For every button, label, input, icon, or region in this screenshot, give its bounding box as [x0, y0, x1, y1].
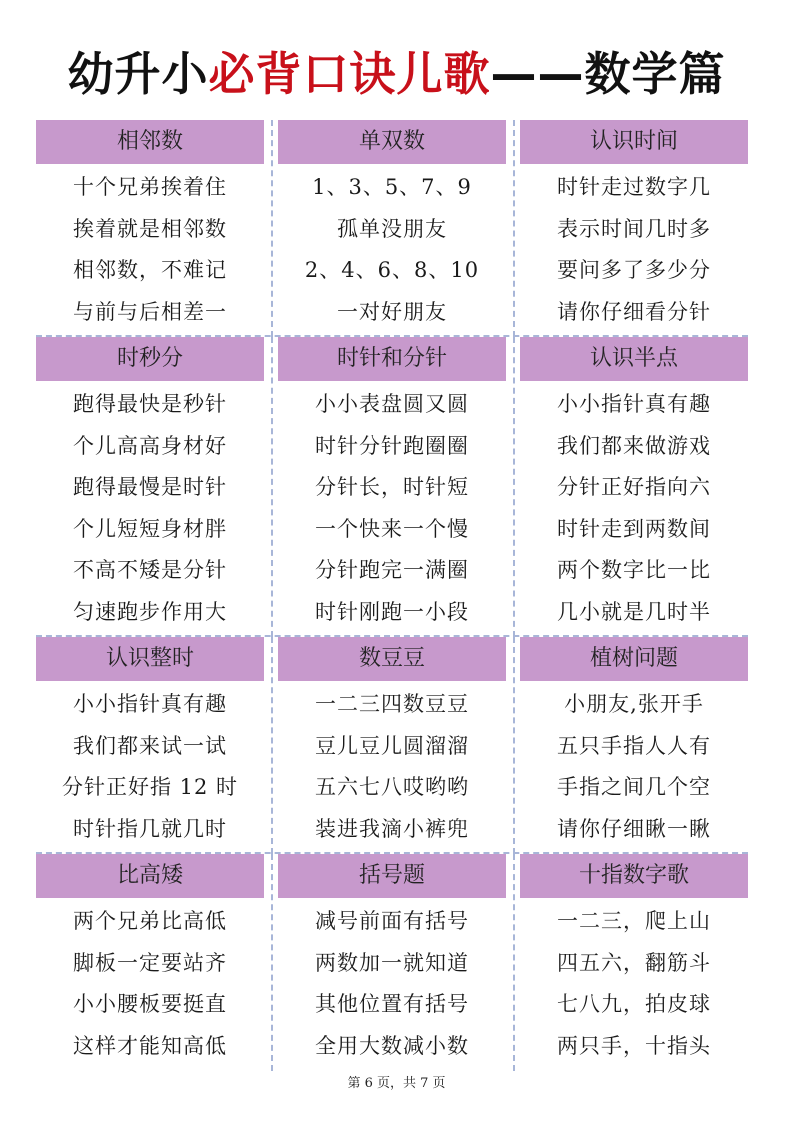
rhyme-line: 分针长，时针短	[315, 475, 469, 499]
rhyme-column	[36, 167, 264, 333]
rhyme-line: 时针走到两数间	[557, 516, 711, 541]
rhyme-line: 我们都来试一试	[73, 733, 227, 758]
rhyme-header: 相邻数	[36, 120, 264, 164]
rhyme-column	[278, 901, 506, 1067]
rhyme-header: 认识时间	[520, 120, 748, 164]
rhyme-line: 手指之间几个空	[557, 775, 711, 799]
rhyme-line: 脚板一定要站齐	[73, 950, 227, 975]
rhyme-line: 五只手指人人有	[557, 733, 711, 758]
rhyme-line: 个儿短短身材胖	[73, 516, 227, 541]
column-divider	[513, 337, 515, 637]
rhyme-line: 一二三，爬上山	[557, 909, 711, 933]
rhyme-line: 四五六，翻筋斗	[557, 950, 711, 975]
title-part-3: ——数学篇	[490, 47, 726, 101]
rhyme-line: 这样才能知高低	[73, 1033, 227, 1058]
rhyme-line: 小小腰板要挺直	[73, 992, 227, 1016]
rhyme-column	[36, 384, 264, 633]
rhyme-line: 挨着就是相邻数	[73, 216, 227, 241]
rhyme-line: 我们都来做游戏	[557, 433, 711, 458]
header-row	[36, 337, 748, 381]
header-row	[36, 854, 748, 898]
rhyme-line: 2、4、6、8、10	[304, 258, 480, 282]
rhyme-section	[36, 854, 748, 1071]
rhyme-line: 时针指几就几时	[73, 816, 227, 841]
rhyme-column	[520, 901, 748, 1067]
rhyme-column	[278, 384, 506, 633]
rhyme-line: 减号前面有括号	[315, 909, 469, 933]
rhyme-line: 几小就是几时半	[557, 599, 711, 624]
header-row	[36, 637, 748, 681]
rhyme-header: 时针和分针	[278, 337, 506, 381]
rhyme-line: 装进我滴小裤兜	[315, 816, 469, 841]
rhyme-line: 相邻数，不难记	[73, 258, 227, 282]
rhyme-line: 两个数字比一比	[557, 558, 711, 582]
rhyme-line: 全用大数减小数	[315, 1033, 469, 1058]
column-divider	[513, 854, 515, 1071]
rhyme-column	[278, 684, 506, 850]
rhyme-column	[520, 384, 748, 633]
rhyme-header: 时秒分	[36, 337, 264, 381]
page-title	[0, 42, 793, 106]
page-footer: 第 6 页，共 7 页	[347, 1076, 446, 1091]
column-divider	[513, 637, 515, 854]
rhyme-section	[36, 120, 748, 337]
rhyme-column	[36, 901, 264, 1067]
rhyme-line: 不高不矮是分针	[73, 558, 227, 582]
rhyme-header: 比高矮	[36, 854, 264, 898]
rhyme-line: 时针走过数字几	[557, 175, 711, 199]
column-divider	[271, 637, 273, 854]
title-part-2: 必背口诀儿歌	[208, 47, 491, 101]
column-divider	[271, 120, 273, 337]
rhyme-line: 豆儿豆儿圆溜溜	[315, 733, 469, 758]
rhyme-line: 小朋友,张开手	[564, 692, 704, 716]
header-row	[36, 120, 748, 164]
rhyme-header: 认识整时	[36, 637, 264, 681]
rhyme-line: 小小表盘圆又圆	[315, 392, 469, 416]
rhyme-line: 两只手，十指头	[557, 1033, 711, 1058]
rhyme-section	[36, 337, 748, 637]
rhyme-line: 分针正好指向六	[557, 475, 711, 499]
rhyme-line: 小小指针真有趣	[557, 392, 711, 416]
rhyme-line: 五六七八哎哟哟	[315, 775, 469, 799]
rhyme-line: 一二三四数豆豆	[315, 692, 469, 716]
rhyme-header: 认识半点	[520, 337, 748, 381]
column-divider	[271, 854, 273, 1071]
rhyme-grid	[36, 120, 748, 1071]
rhyme-header: 数豆豆	[278, 637, 506, 681]
rhyme-column	[36, 684, 264, 850]
rhyme-line: 孤单没朋友	[337, 216, 447, 241]
rhyme-line: 两个兄弟比高低	[73, 909, 227, 933]
rhyme-section	[36, 637, 748, 854]
rhyme-line: 个儿高高身材好	[73, 433, 227, 458]
rhyme-header: 十指数字歌	[520, 854, 748, 898]
rhyme-line: 其他位置有括号	[315, 992, 469, 1016]
rhyme-line: 小小指针真有趣	[73, 692, 227, 716]
rhyme-line: 一对好朋友	[337, 299, 447, 324]
rhyme-line: 跑得最慢是时针	[73, 475, 227, 499]
rhyme-line: 一个快来一个慢	[315, 516, 469, 541]
rhyme-line: 两数加一就知道	[315, 950, 469, 975]
rhyme-line: 匀速跑步作用大	[73, 599, 227, 624]
column-divider	[271, 337, 273, 637]
rhyme-header: 植树问题	[520, 637, 748, 681]
rhyme-line: 七八九，拍皮球	[557, 992, 711, 1016]
rhyme-header: 单双数	[278, 120, 506, 164]
title-part-1: 幼升小	[67, 47, 209, 101]
rhyme-line: 十个兄弟挨着住	[73, 175, 227, 199]
rhyme-header: 括号题	[278, 854, 506, 898]
column-divider	[513, 120, 515, 337]
rhyme-line: 请你仔细看分针	[557, 299, 711, 324]
rhyme-column	[278, 167, 506, 333]
rhyme-line: 1、3、5、7、9	[312, 175, 472, 199]
rhyme-line: 时针分针跑圈圈	[315, 433, 469, 458]
rhyme-line: 要问多了多少分	[557, 258, 711, 282]
rhyme-column	[520, 684, 748, 850]
rhyme-line: 分针正好指 12 时	[61, 775, 239, 799]
rhyme-line: 跑得最快是秒针	[73, 392, 227, 416]
rhyme-line: 分针跑完一满圈	[315, 558, 469, 582]
rhyme-line: 与前与后相差一	[73, 299, 227, 324]
rhyme-column	[520, 167, 748, 333]
rhyme-line: 时针刚跑一小段	[315, 599, 469, 624]
rhyme-line: 表示时间几时多	[557, 216, 711, 241]
rhyme-line: 请你仔细瞅一瞅	[557, 816, 711, 841]
